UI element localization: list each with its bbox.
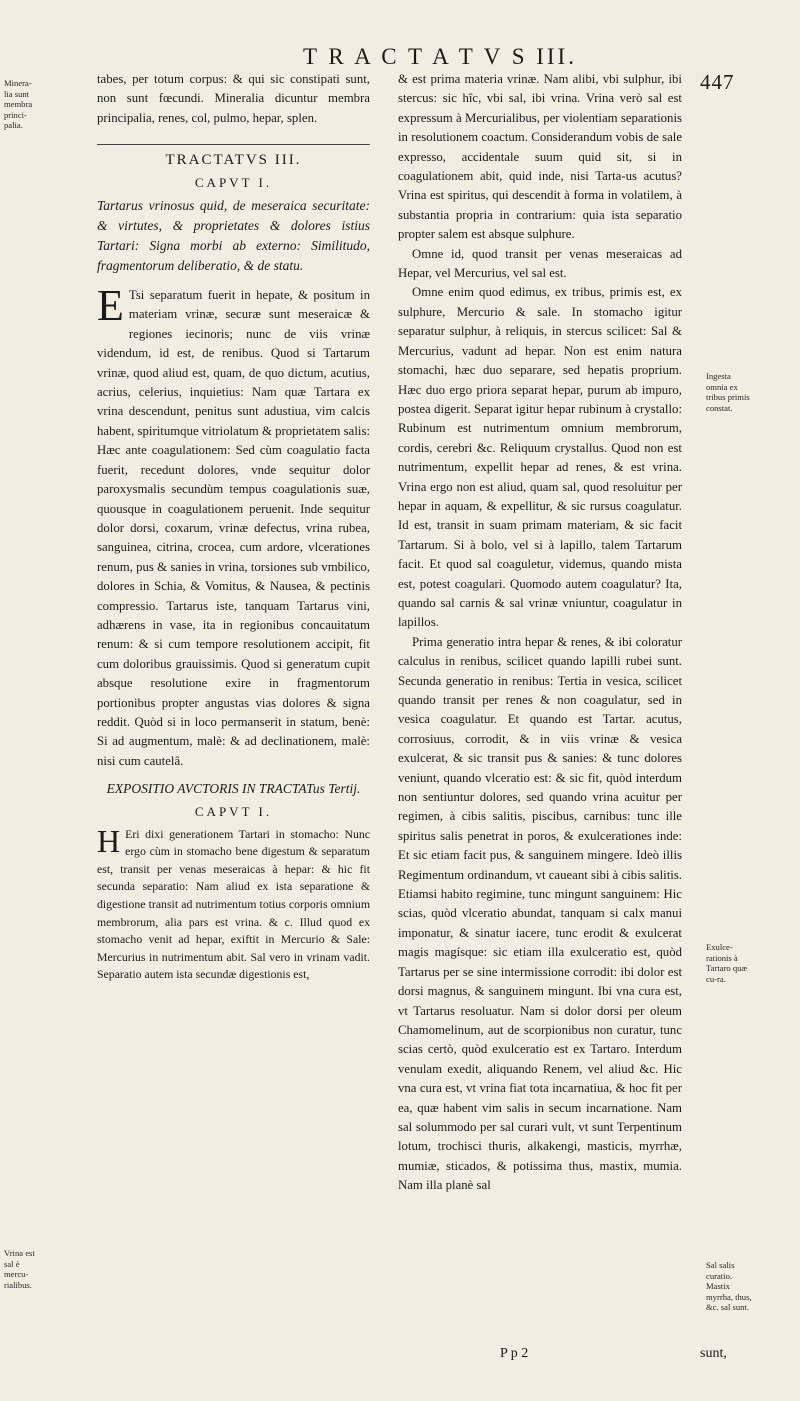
right-paragraph-1: & est prima materia vrinæ. Nam alibi, vbi sulphur, ibi stercus: sic hîc, vbi sal, ibi vrina. Vrina verò sal est expressum à Mercurialibus, per violentiam separationis in resolutionem coactum. Considerandum vobis de sale expresso, accidentale suum quid sit, si in coagulationem abit, quid inde, nisi Tarta-us acutus? Vrina est spiritus, qui descendit à forma in volatilem, à substantia propria in contrarium: quia ista separatio propter salem est absque sulphure. (398, 72, 682, 242)
catchword: sunt, (700, 1346, 727, 1361)
drop-cap-h: H (97, 822, 121, 859)
caput-heading-2: CAPVT I. (194, 804, 273, 820)
margin-note-right-1: Ingesta omnia ex tribus primis constat. (706, 371, 750, 413)
signature-mark: P p 2 (500, 1346, 529, 1361)
right-column (398, 70, 682, 1196)
paragraph-2-text: Eri dixi generationem Tartari in stomacho: Nunc ergo cùm in stomacho bene digestum & separatum est, transit per venas meseraicas à hepar: & hic fit secunda separatio: Nam aliud ex ista separatione & digestione transit ad nutrimentum totius corporis omnium membrorum, alia pars est vrina. & c. Illud quod ex stomacho venit ad hepar, exiftit in Mercurio & Sale: Mercurius in nutrimentum abit. Sal vero in vrinam vadit. Separatio autem ista secundæ digestionis est, (97, 826, 370, 982)
caput-heading: CAPVT I. (194, 174, 273, 190)
expositio-heading: EXPOSITIO AVCTORIS IN TRACTATus Tertij. (106, 781, 361, 797)
right-paragraph-2: Omne id, quod transit per venas meseraicas ad Hepar, vel Mercurius, vel sal est. (398, 246, 682, 281)
drop-cap-e: E (97, 281, 124, 331)
running-title: T R A C T A T V S III. (303, 44, 577, 69)
right-paragraph-3: Omne enim quod edimus, ex tribus, primis est, ex sulphure, Mercurio & sale. In stomacho igitur separatur sulphur, à reliquis, in stercus scilicet: Sal & Mercurius, vadunt ad hepar. Non est enim natura stomachi, hæc duo separare, sed hepatis proprium. Hæc duo ergo priora separat hepar, purum ab impuro, postea digerit. Separat igitur hepar rubinum à crystallo: Rubinum est nutrimentum omnium membrorum, cordis, cerebri &c. Reliquum crystallus. Quod non est nutrimentum, expellit hepar ad renes, & est vrina. Vrina ergo non est aliud, quam sal, quod resoluitur per hepar in aquam, & expellitur, & sic rursus coagulatur. Id est, transit in suam primam materiam, & sic facit Tartarum. Si à bolo, vel si à lapillo, talem Tartarum facit. Et quod sal coaguletur, videmus, quando mista est, potest coagulari. Quomodo autem coagulatur? Ita, quando sal carnis & sal vrinæ vniuntur, coagulatur in lapillos. (398, 285, 682, 630)
margin-note-right-3: Sal salis curatio. Mastix myrrha, thus, &c. sal sunt. (706, 1260, 752, 1312)
margin-note-left-1: Minera-lia sunt membra princi-palia. (4, 78, 33, 130)
margin-note-right-2: Exulce-rationis à Tartaro quæ cu-ra. (706, 942, 748, 984)
right-paragraph-4: Prima generatio intra hepar & renes, & ibi coloratur calculus in renibus, scilicet quando lapilli rubei sunt. Secunda generatio in renibus: Tertia in vesica, scilicet quando transit per renes & non coagulatur, sed in vesica coagulatur. Et quando est Tartar. acutus, corrosiuus, corrodit, & in viis vrinæ & vesica exulcerat, & sic transit pus & sanies: & tunc dolores veniunt, quando vlceratio est: & sic fit, quòd interdum non sentiuntur dolores, sed quando vrina acuitur per regimen, à cibis salitis, piscibus, carnibus: tunc ille spiritus salis penetrat in poros, & exulcerationes inde: Et sic etiam facit pus, & sanguinem mingere. Ideò illis Regimentum ordinandum, vt caueant sibi à cibis salitis. Etiamsi habito regimine, tunc mingunt sanguinem: Hic scias, quòd vlceratio abundat, tanquam si calx manui imponatur, & sinatur iacere, tunc erodit & exulcerat magis magísque: sic etiam illa exulceratio est, quòd Tartarus per se sine intermissione corrodit: ibi dolor est dorsi magnus, & sanguinem mingunt. Ibi vna cura est, vt Tartarus resoluatur. Nam si dolor dorsi per oleum Chamomelinum, aut de scorpionibus non curatur, tunc scias certò, quòd exulceratio est ex Tartaro. Interdum venulam exedit, aliquando Renem, vel aliud &c. Hic vna cura est, vt vrina fiat tota incarnatiua, & hoc fit per ea, quæ habent vim salis in secum incarnatione. Nam sal solummodo per sal curari vult, vt sunt Terpentinum lotum, trochisci thuris, alkakengi, masticis, myrrhæ, mumiæ, sticados, & potissima thus, mastix, mumia. Nam illa planè sal (398, 634, 682, 1193)
chapter-paragraph-2 (97, 822, 370, 984)
page-number: 447 (700, 70, 735, 94)
intro-paragraph: tabes, per totum corpus: & qui sic constipati sunt, non sunt fœcundi. Mineralia dicuntur membra principalia, renes, col, pulmo, hepar, splen. (97, 72, 370, 125)
margin-note-left-2: Vrina est sal è mercu-rialibus. (4, 1248, 35, 1290)
paragraph-1-text: Tsi separatum fuerit in hepate, & positum in materiam vrinæ, securæ sunt meseraicæ & regiones iecinoris; nunc de viis vrinæ videndum, id est, de renibus. Quod si Tartarum vrinæ, quod aliud est, quam, de quo dictum, acutius, acrius, celerius, inquietius: Nam quæ Tartara ex vrina descendunt, penitus sunt adustiua, vim calcis habent, spiritumque vitriolatum & proprietatem salis: Hæc ante coagulationem: Sed cùm coagulatio facta fuerit, recedunt dolores, vnde sequitur dolor paroxysmalis secundùm tempus coagulationis suæ, quousque in coagulationem peruenit. Inde sequitur dolor dorsi, coxarum, vrinæ defectus, vrina rubea, sanguinea, citrina, crocea, cum ardore, vlcerationes renum, pus & sanies in vrina, torsiones sub vmbilico, dolores in Schia, & Vomitus, & Nausea, & pectinis compressio. Tartarus iste, tanquam Tartarus vini, adhærens in vase, ita in regionibus concauitatum renum: & si cum tempore resolutionem accipit, fit cum doloribus grauissimis. Quod si generatum cupit absque resolutione exire in fragmentorum portionibus propter angustas vias dolores & signa reddit. Quòd si in loco permanserit in statum, benè: Si ad augmentum, malè: & ad declinationem, malè: nisi cum cautelâ. (97, 288, 370, 768)
chapter-argument: Tartarus vrinosus quid, de meseraica securitate: & virtutes, & proprietates & dolores istius Tartari: Signa morbi ab externo: Similitudo, fragmentorum deliberatio, & de statu. (97, 198, 370, 274)
left-column (97, 70, 370, 984)
chapter-paragraph-1 (97, 281, 370, 771)
tractatus-heading: TRACTATVS III. (97, 144, 370, 170)
